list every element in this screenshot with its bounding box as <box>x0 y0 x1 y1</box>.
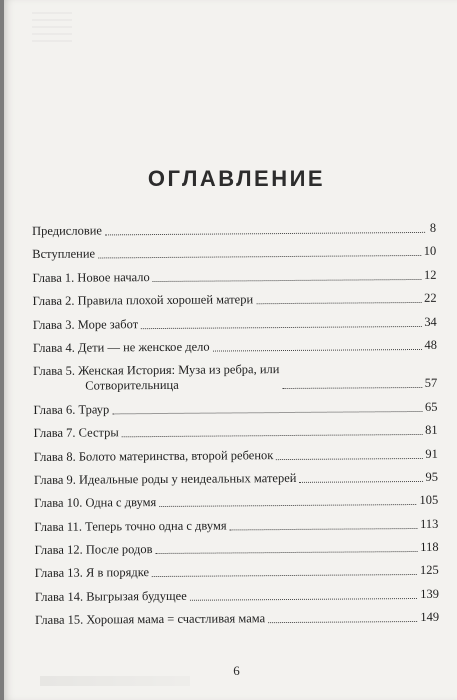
toc-entry-chapter-2 <box>33 291 437 309</box>
toc-entry-chapter-14 <box>35 587 439 605</box>
toc-entry-label-line1: Глава 12. После родов <box>34 542 153 558</box>
toc-entry-page: 139 <box>420 586 439 601</box>
toc-entry-label-line1: Глава 2. Правила плохой хорошей матери <box>32 292 254 309</box>
dot-leader <box>256 302 421 304</box>
toc-entry-chapter-3 <box>33 314 437 332</box>
toc-entry-chapter-6 <box>33 400 437 418</box>
toc-entry-label-line1: Глава 6. Траур <box>33 402 110 417</box>
toc-entry-label <box>35 589 187 605</box>
book-page <box>4 0 457 700</box>
dot-leader <box>159 504 416 507</box>
toc-entry-preface <box>32 221 436 239</box>
table-of-contents <box>32 221 439 637</box>
dot-leader <box>299 481 422 483</box>
toc-entry-label <box>35 542 153 558</box>
toc-entry-label-line1: Глава 14. Выгрызая будущее <box>34 588 187 604</box>
toc-entry-label-line1: Глава 9. Идеальные роды у неидеальных матерей <box>33 470 297 487</box>
toc-entry-chapter-10 <box>34 493 438 511</box>
toc-entry-label <box>32 270 149 286</box>
toc-entry-label-line1: Глава 7. Сестры <box>33 425 119 441</box>
toc-entry-label-line1: Глава 4. Дети — не женское дело <box>32 339 210 355</box>
toc-entry-chapter-12 <box>35 540 439 558</box>
toc-entry-page: 22 <box>424 290 437 306</box>
toc-entry-chapter-15 <box>35 610 439 628</box>
toc-entry-page: 8 <box>429 220 437 235</box>
toc-entry-page: 95 <box>425 469 439 484</box>
toc-entry-label <box>35 611 265 628</box>
toc-entry-label-line1: Предисловие <box>32 223 102 238</box>
dot-leader <box>276 457 422 459</box>
dot-leader <box>152 574 417 577</box>
toc-entry-page: 48 <box>424 337 438 352</box>
toc-entry-label-line1: Глава 13. Я в порядке <box>34 565 150 581</box>
toc-entry-chapter-11 <box>34 517 438 535</box>
toc-entry-label <box>34 471 297 488</box>
toc-entry-chapter-5 <box>33 361 437 394</box>
toc-entry-chapter-7 <box>34 423 438 441</box>
dot-leader <box>98 255 421 259</box>
toc-entry-page: 105 <box>419 493 439 508</box>
dot-leader <box>105 232 425 236</box>
toc-entry-page: 10 <box>423 244 437 259</box>
toc-entry-chapter-1 <box>32 268 436 286</box>
page-title: ОГЛАВЛЕНИЕ <box>147 166 326 191</box>
page-number: 6 <box>233 663 240 678</box>
toc-entry-label-line1: Глава 10. Одна с двумя <box>34 495 157 511</box>
toc-entry-label-line1: Глава 15. Хорошая мама = счастливая мама <box>35 611 266 628</box>
dot-leader <box>213 349 422 352</box>
toc-entry-label-line1: Вступление <box>32 246 96 262</box>
toc-entry-page: 57 <box>424 376 438 391</box>
toc-entry-page: 65 <box>424 399 438 414</box>
toc-entry-label <box>32 247 95 262</box>
toc-entry-page: 91 <box>425 446 438 461</box>
dot-leader <box>230 528 417 530</box>
toc-entry-label-line1: Глава 8. Болото материнства, второй ребенок <box>33 447 274 464</box>
toc-entry-chapter-4 <box>33 338 437 356</box>
toc-entry-label <box>33 340 210 356</box>
toc-entry-chapter-8 <box>34 446 438 464</box>
dot-leader <box>122 434 422 437</box>
toc-entry-label <box>33 292 254 309</box>
dot-leader <box>153 279 421 282</box>
toc-entry-label <box>34 495 156 511</box>
toc-entry-chapter-13 <box>35 563 439 581</box>
toc-entry-page: 149 <box>420 610 440 625</box>
toc-entry-label <box>32 223 102 239</box>
show-through-text <box>40 676 190 686</box>
dot-leader <box>283 387 422 389</box>
dot-leader <box>190 598 417 601</box>
toc-entry-chapter-9 <box>34 470 438 488</box>
toc-entry-page: 81 <box>425 422 438 438</box>
toc-entry-label <box>34 518 226 535</box>
toc-entry-label-line1: Глава 1. Новое начало <box>32 269 150 285</box>
dot-leader <box>156 551 418 554</box>
toc-entry-label-line1: Глава 5. Женская История: Муза из ребра, или <box>33 362 280 379</box>
toc-entry-label-line1: Глава 11. Теперь точно одна с двумя <box>34 518 227 534</box>
toc-entry-page: 125 <box>419 563 439 578</box>
toc-entry-label <box>33 402 109 418</box>
show-through-text <box>32 12 72 42</box>
toc-entry-label <box>35 566 149 582</box>
toc-entry-page: 12 <box>423 267 437 282</box>
dot-leader <box>112 411 422 414</box>
toc-entry-label-line2: Сотворительница <box>85 378 179 393</box>
dot-leader <box>268 621 417 623</box>
toc-entry-page: 118 <box>420 539 439 555</box>
toc-entry-page: 113 <box>420 516 439 531</box>
toc-entry-label <box>33 317 138 333</box>
toc-entry-label <box>34 448 274 465</box>
toc-entry-label <box>33 362 280 394</box>
toc-entry-label <box>34 425 119 441</box>
toc-entry-introduction <box>32 244 436 262</box>
dot-leader <box>141 326 421 329</box>
toc-entry-page: 34 <box>424 314 437 329</box>
toc-entry-label-line1: Глава 3. Море забот <box>32 316 139 332</box>
